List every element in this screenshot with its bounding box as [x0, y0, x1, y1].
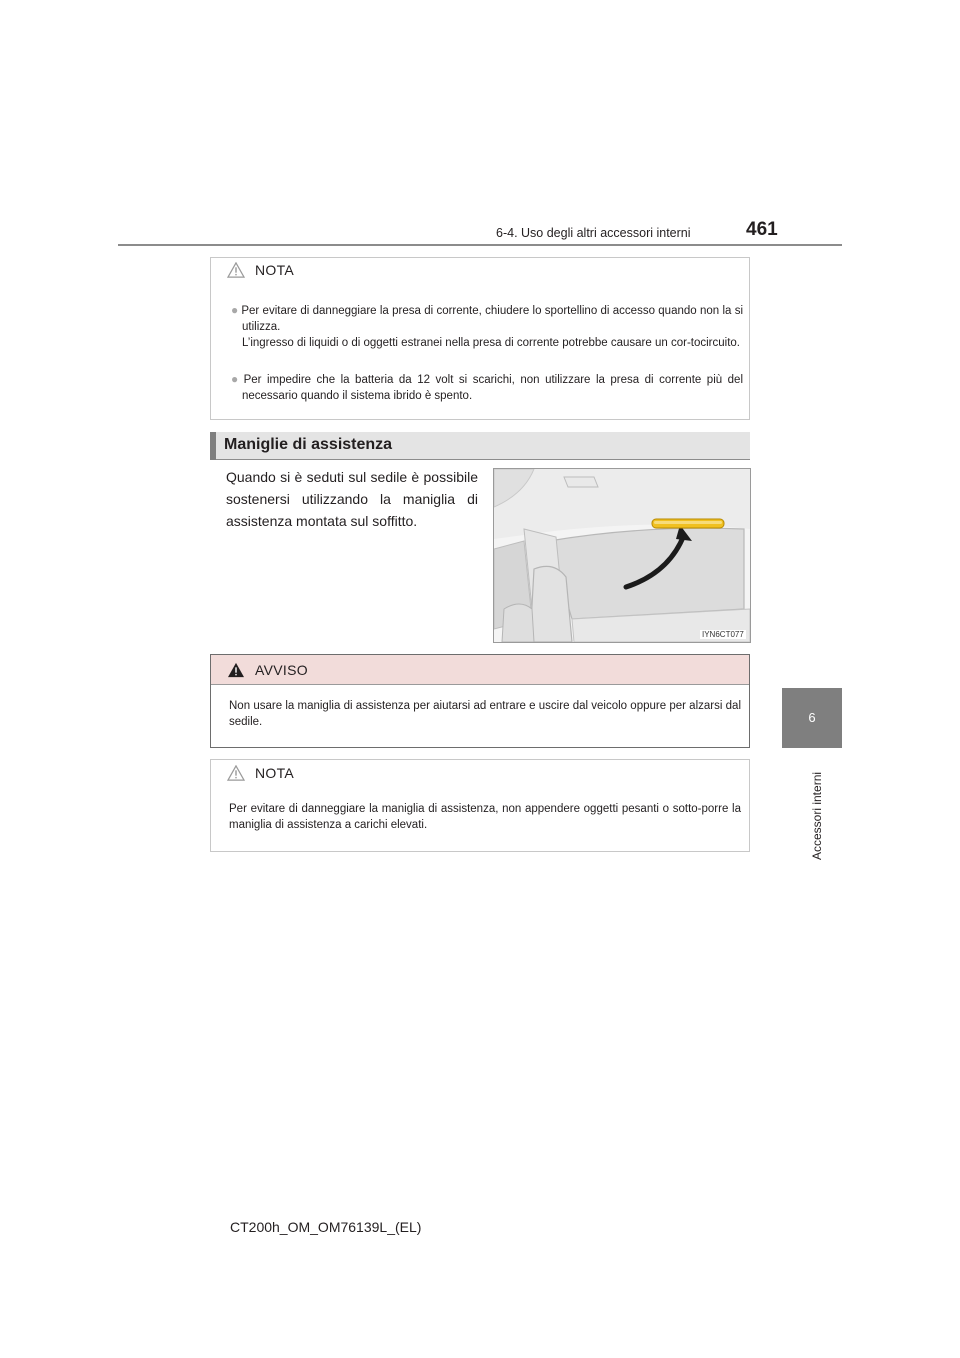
assist-grip-illustration — [493, 468, 751, 643]
caution-triangle-icon — [227, 765, 245, 781]
page-number: 461 — [746, 219, 778, 240]
header-rule — [118, 244, 842, 246]
car-interior-drawing — [494, 469, 750, 642]
warning-triangle-icon — [227, 662, 245, 678]
section-title: Maniglie di assistenza — [224, 436, 393, 453]
document-code: CT200h_OM_OM76139L_(EL) — [230, 1219, 422, 1235]
section-body-text: Quando si è seduti sul sedile è possibile sostenersi utilizzando la maniglia di assistenza montata sul soffitto. — [226, 469, 478, 529]
section-heading-accent — [210, 432, 216, 460]
avviso-box — [210, 654, 750, 748]
chapter-number: 6 — [808, 710, 816, 725]
nota-box-assist-grip — [210, 759, 750, 852]
nota-item-text: L’ingresso di liquidi o di oggetti estranei nella presa di corrente potrebbe causare un cor-tocircuito. — [242, 337, 740, 349]
nota-item-text: Per impedire che la batteria da 12 volt si scarichi, non utilizzare la presa di corrente più del necessario quando il sistema ibrido è spento. — [242, 374, 743, 402]
bullet-icon: ● — [231, 303, 239, 317]
avviso-title: AVVISO — [255, 661, 308, 678]
chapter-label: Accessori interni — [810, 771, 824, 860]
nota-box-power-outlet — [210, 257, 750, 420]
nota-item — [231, 302, 743, 351]
nota-text: Per evitare di danneggiare la maniglia di assistenza, non appendere oggetti pesanti o sotto-porre la maniglia di assistenza a carichi elevati. — [229, 803, 741, 831]
nota-title: NOTA — [255, 262, 295, 278]
illustration-code: IYN6CT077 — [702, 630, 744, 639]
nota-title: NOTA — [255, 765, 295, 781]
bullet-icon: ● — [231, 372, 241, 386]
avviso-header — [211, 655, 749, 685]
header-section-title: 6-4. Uso degli altri accessori interni — [496, 226, 691, 240]
nota-item-text: Per evitare di danneggiare la presa di corrente, chiudere lo sportellino di accesso quando non la si utilizza. — [241, 305, 743, 333]
nota-item — [231, 371, 743, 404]
avviso-text: Non usare la maniglia di assistenza per aiutarsi ad entrare e uscire dal veicolo oppure per alzarsi dal sedile. — [229, 700, 741, 728]
caution-triangle-icon — [227, 262, 245, 278]
